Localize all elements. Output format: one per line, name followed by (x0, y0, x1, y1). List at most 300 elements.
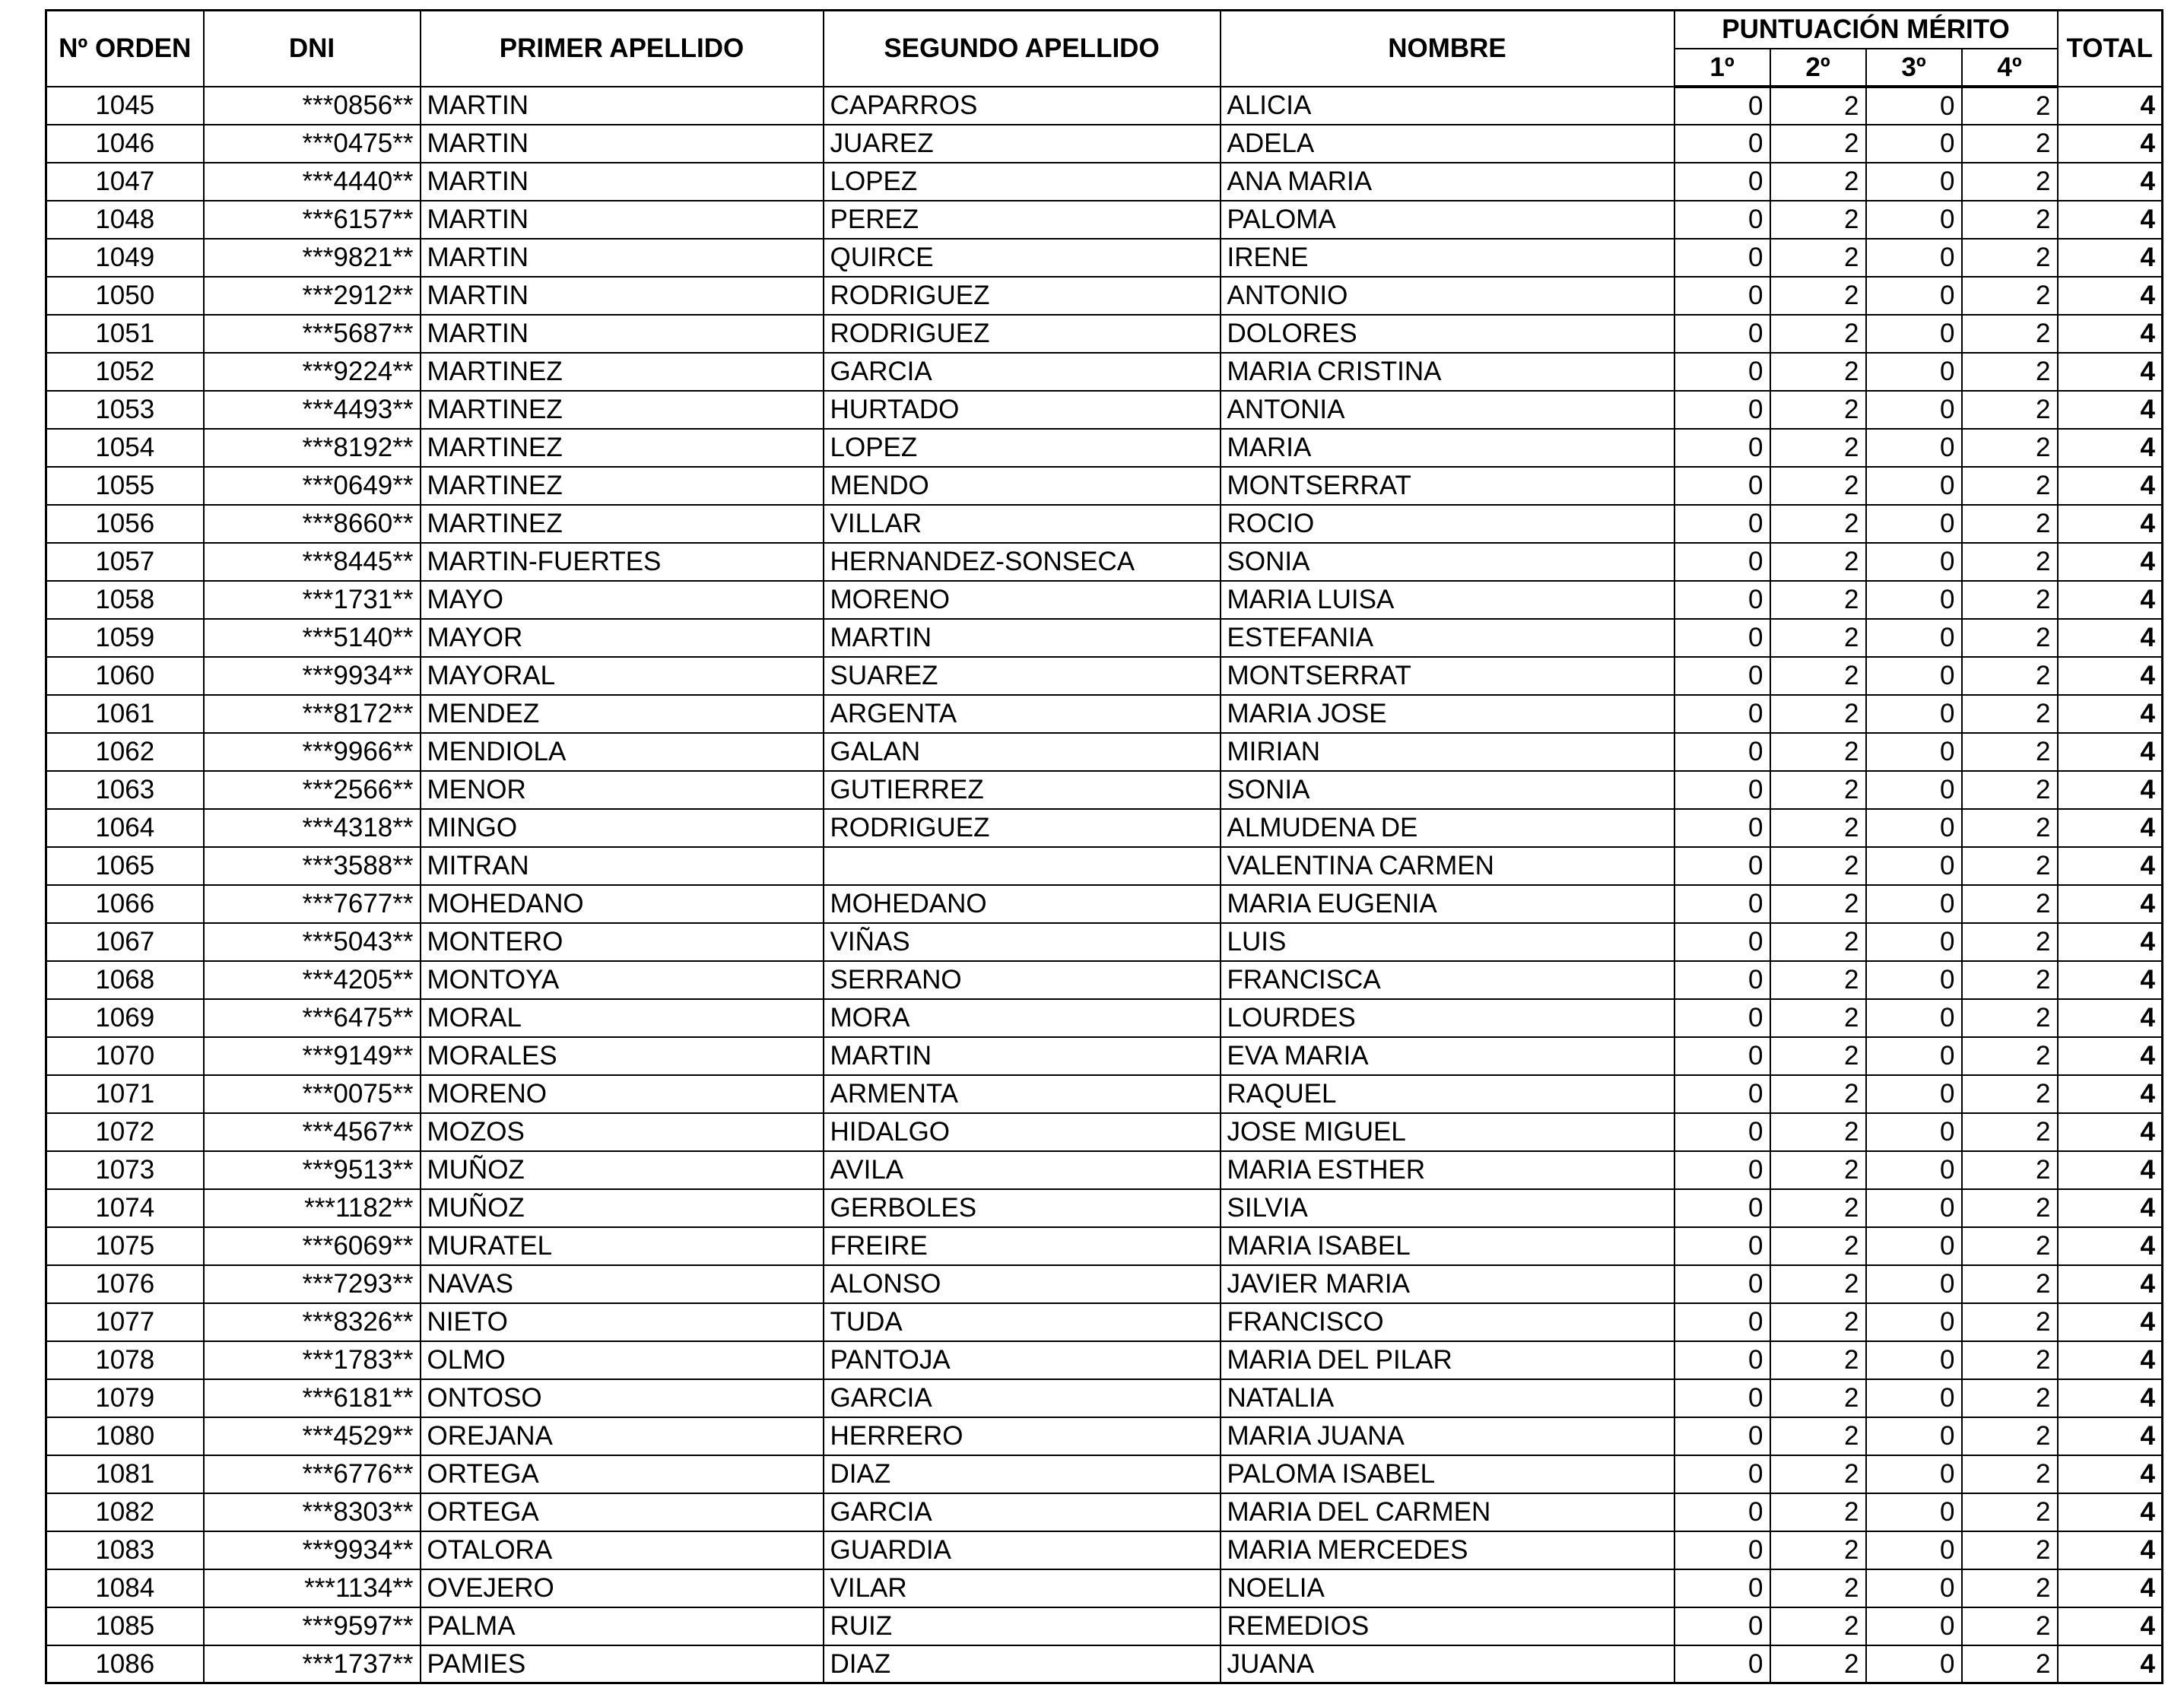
cell-primer-apellido: OLMO (421, 1341, 824, 1379)
table-row (46, 923, 2163, 961)
cell-total: 4 (2058, 1455, 2163, 1493)
cell-total: 4 (2058, 1645, 2163, 1683)
cell-nombre: MARIA DEL PILAR (1221, 1341, 1675, 1379)
cell-p2: 2 (1770, 999, 1866, 1037)
cell-dni: ***1182** (204, 1189, 421, 1227)
cell-p3: 0 (1866, 961, 1962, 999)
cell-p1: 0 (1675, 1341, 1770, 1379)
table-row (46, 619, 2163, 657)
cell-p4: 2 (1962, 1151, 2058, 1189)
cell-p4: 2 (1962, 581, 2058, 619)
cell-dni: ***0856** (204, 87, 421, 125)
table-row (46, 239, 2163, 277)
cell-p1: 0 (1675, 581, 1770, 619)
cell-p3: 0 (1866, 695, 1962, 733)
cell-p4: 2 (1962, 1303, 2058, 1341)
cell-p4: 2 (1962, 353, 2058, 391)
cell-dni: ***1731** (204, 581, 421, 619)
cell-primer-apellido: MARTINEZ (421, 391, 824, 429)
cell-p2: 2 (1770, 695, 1866, 733)
cell-orden: 1086 (46, 1645, 204, 1683)
cell-segundo-apellido: DIAZ (824, 1645, 1221, 1683)
cell-p4: 2 (1962, 315, 2058, 353)
cell-p3: 0 (1866, 543, 1962, 581)
cell-p2: 2 (1770, 467, 1866, 505)
cell-p3: 0 (1866, 391, 1962, 429)
cell-total: 4 (2058, 1151, 2163, 1189)
cell-primer-apellido: MORENO (421, 1075, 824, 1113)
cell-orden: 1056 (46, 505, 204, 543)
cell-orden: 1066 (46, 885, 204, 923)
cell-p1: 0 (1675, 277, 1770, 315)
cell-orden: 1064 (46, 809, 204, 847)
cell-p2: 2 (1770, 391, 1866, 429)
table-row (46, 1303, 2163, 1341)
cell-p2: 2 (1770, 163, 1866, 201)
table-row (46, 999, 2163, 1037)
cell-p2: 2 (1770, 1341, 1866, 1379)
cell-nombre: MONTSERRAT (1221, 467, 1675, 505)
cell-nombre: ANTONIA (1221, 391, 1675, 429)
cell-total: 4 (2058, 695, 2163, 733)
cell-p1: 0 (1675, 239, 1770, 277)
table-row (46, 315, 2163, 353)
cell-primer-apellido: MONTERO (421, 923, 824, 961)
cell-segundo-apellido: RODRIGUEZ (824, 809, 1221, 847)
cell-primer-apellido: MENOR (421, 771, 824, 809)
cell-segundo-apellido: VIÑAS (824, 923, 1221, 961)
cell-primer-apellido: ORTEGA (421, 1455, 824, 1493)
table-row (46, 87, 2163, 125)
cell-p1: 0 (1675, 1379, 1770, 1417)
cell-p4: 2 (1962, 429, 2058, 467)
cell-p2: 2 (1770, 847, 1866, 885)
cell-p2: 2 (1770, 1189, 1866, 1227)
cell-p1: 0 (1675, 505, 1770, 543)
table-row (46, 961, 2163, 999)
cell-nombre: MARIA JOSE (1221, 695, 1675, 733)
cell-p3: 0 (1866, 581, 1962, 619)
cell-segundo-apellido: JUAREZ (824, 125, 1221, 163)
cell-primer-apellido: NIETO (421, 1303, 824, 1341)
table-row (46, 125, 2163, 163)
cell-p3: 0 (1866, 847, 1962, 885)
cell-orden: 1045 (46, 87, 204, 125)
table-row (46, 1417, 2163, 1455)
cell-p1: 0 (1675, 1493, 1770, 1531)
table-row (46, 581, 2163, 619)
cell-primer-apellido: ONTOSO (421, 1379, 824, 1417)
cell-p4: 2 (1962, 923, 2058, 961)
cell-p3: 0 (1866, 1455, 1962, 1493)
cell-primer-apellido: MITRAN (421, 847, 824, 885)
cell-p3: 0 (1866, 163, 1962, 201)
cell-primer-apellido: MARTINEZ (421, 505, 824, 543)
cell-p4: 2 (1962, 543, 2058, 581)
cell-p2: 2 (1770, 201, 1866, 239)
cell-dni: ***4318** (204, 809, 421, 847)
cell-orden: 1049 (46, 239, 204, 277)
cell-p4: 2 (1962, 1645, 2058, 1683)
cell-p4: 2 (1962, 1417, 2058, 1455)
cell-segundo-apellido: MARTIN (824, 619, 1221, 657)
table-row (46, 201, 2163, 239)
cell-p1: 0 (1675, 429, 1770, 467)
cell-p3: 0 (1866, 619, 1962, 657)
cell-p4: 2 (1962, 733, 2058, 771)
cell-segundo-apellido: RODRIGUEZ (824, 277, 1221, 315)
cell-nombre: REMEDIOS (1221, 1607, 1675, 1645)
cell-p1: 0 (1675, 1189, 1770, 1227)
table-row (46, 353, 2163, 391)
cell-total: 4 (2058, 505, 2163, 543)
header-p3: 3º (1866, 49, 1962, 87)
cell-p3: 0 (1866, 1037, 1962, 1075)
cell-orden: 1070 (46, 1037, 204, 1075)
cell-nombre: LOURDES (1221, 999, 1675, 1037)
cell-nombre: MARIA JUANA (1221, 1417, 1675, 1455)
cell-primer-apellido: MONTOYA (421, 961, 824, 999)
cell-dni: ***8172** (204, 695, 421, 733)
cell-nombre: MARIA DEL CARMEN (1221, 1493, 1675, 1531)
cell-segundo-apellido: GARCIA (824, 1493, 1221, 1531)
cell-p4: 2 (1962, 1189, 2058, 1227)
cell-orden: 1050 (46, 277, 204, 315)
cell-dni: ***7293** (204, 1265, 421, 1303)
cell-primer-apellido: MAYORAL (421, 657, 824, 695)
cell-orden: 1046 (46, 125, 204, 163)
cell-nombre: ESTEFANIA (1221, 619, 1675, 657)
cell-total: 4 (2058, 1303, 2163, 1341)
cell-p1: 0 (1675, 733, 1770, 771)
cell-nombre: MARIA MERCEDES (1221, 1531, 1675, 1569)
cell-orden: 1055 (46, 467, 204, 505)
cell-p4: 2 (1962, 467, 2058, 505)
cell-total: 4 (2058, 1417, 2163, 1455)
cell-segundo-apellido: HIDALGO (824, 1113, 1221, 1151)
cell-nombre: NATALIA (1221, 1379, 1675, 1417)
cell-p3: 0 (1866, 1531, 1962, 1569)
cell-p2: 2 (1770, 809, 1866, 847)
cell-total: 4 (2058, 1227, 2163, 1265)
cell-segundo-apellido: AVILA (824, 1151, 1221, 1189)
cell-total: 4 (2058, 353, 2163, 391)
table-row (46, 1265, 2163, 1303)
cell-segundo-apellido: RODRIGUEZ (824, 315, 1221, 353)
cell-total: 4 (2058, 543, 2163, 581)
cell-dni: ***0649** (204, 467, 421, 505)
table-row (46, 847, 2163, 885)
cell-dni: ***8326** (204, 1303, 421, 1341)
header-nombre: NOMBRE (1221, 11, 1675, 87)
table-row (46, 277, 2163, 315)
cell-orden: 1079 (46, 1379, 204, 1417)
cell-p2: 2 (1770, 239, 1866, 277)
cell-dni: ***3588** (204, 847, 421, 885)
cell-segundo-apellido: LOPEZ (824, 429, 1221, 467)
cell-primer-apellido: MARTIN (421, 201, 824, 239)
cell-orden: 1083 (46, 1531, 204, 1569)
table-row (46, 467, 2163, 505)
cell-total: 4 (2058, 1037, 2163, 1075)
cell-p3: 0 (1866, 1113, 1962, 1151)
cell-p4: 2 (1962, 1531, 2058, 1569)
cell-p2: 2 (1770, 87, 1866, 125)
cell-dni: ***9934** (204, 1531, 421, 1569)
cell-dni: ***9149** (204, 1037, 421, 1075)
cell-p4: 2 (1962, 619, 2058, 657)
merit-score-table (45, 9, 2163, 1684)
cell-p2: 2 (1770, 1455, 1866, 1493)
cell-segundo-apellido: QUIRCE (824, 239, 1221, 277)
cell-p2: 2 (1770, 1607, 1866, 1645)
cell-nombre: PALOMA ISABEL (1221, 1455, 1675, 1493)
cell-total: 4 (2058, 1607, 2163, 1645)
cell-orden: 1075 (46, 1227, 204, 1265)
cell-p1: 0 (1675, 1531, 1770, 1569)
cell-orden: 1074 (46, 1189, 204, 1227)
table-row (46, 1341, 2163, 1379)
table-row (46, 657, 2163, 695)
cell-nombre: MIRIAN (1221, 733, 1675, 771)
cell-p1: 0 (1675, 961, 1770, 999)
cell-nombre: MARIA LUISA (1221, 581, 1675, 619)
cell-p1: 0 (1675, 1455, 1770, 1493)
table-row (46, 1075, 2163, 1113)
cell-segundo-apellido: GARCIA (824, 353, 1221, 391)
cell-p2: 2 (1770, 885, 1866, 923)
cell-dni: ***6069** (204, 1227, 421, 1265)
cell-orden: 1057 (46, 543, 204, 581)
table-row (46, 163, 2163, 201)
cell-p2: 2 (1770, 1303, 1866, 1341)
cell-segundo-apellido: MOHEDANO (824, 885, 1221, 923)
cell-dni: ***9513** (204, 1151, 421, 1189)
cell-p3: 0 (1866, 885, 1962, 923)
cell-nombre: ANTONIO (1221, 277, 1675, 315)
cell-p4: 2 (1962, 163, 2058, 201)
cell-nombre: PALOMA (1221, 201, 1675, 239)
header-total: TOTAL (2058, 11, 2163, 87)
cell-p1: 0 (1675, 467, 1770, 505)
table-row (46, 505, 2163, 543)
cell-primer-apellido: MURATEL (421, 1227, 824, 1265)
cell-primer-apellido: MARTIN (421, 163, 824, 201)
cell-dni: ***5043** (204, 923, 421, 961)
cell-nombre: LUIS (1221, 923, 1675, 961)
table-row (46, 1189, 2163, 1227)
cell-p3: 0 (1866, 429, 1962, 467)
cell-dni: ***0075** (204, 1075, 421, 1113)
cell-total: 4 (2058, 1075, 2163, 1113)
cell-p1: 0 (1675, 1265, 1770, 1303)
cell-total: 4 (2058, 429, 2163, 467)
cell-orden: 1072 (46, 1113, 204, 1151)
cell-primer-apellido: MORAL (421, 999, 824, 1037)
cell-p4: 2 (1962, 505, 2058, 543)
cell-dni: ***6776** (204, 1455, 421, 1493)
header-orden: Nº ORDEN (46, 11, 204, 87)
cell-orden: 1054 (46, 429, 204, 467)
table-row (46, 885, 2163, 923)
cell-total: 4 (2058, 1113, 2163, 1151)
cell-p2: 2 (1770, 1417, 1866, 1455)
cell-orden: 1048 (46, 201, 204, 239)
cell-p4: 2 (1962, 201, 2058, 239)
cell-segundo-apellido: GERBOLES (824, 1189, 1221, 1227)
cell-p2: 2 (1770, 1493, 1866, 1531)
cell-p1: 0 (1675, 1075, 1770, 1113)
cell-segundo-apellido: GUARDIA (824, 1531, 1221, 1569)
cell-p1: 0 (1675, 1417, 1770, 1455)
cell-segundo-apellido: MORENO (824, 581, 1221, 619)
header-dni: DNI (204, 11, 421, 87)
cell-dni: ***9821** (204, 239, 421, 277)
table-row (46, 1379, 2163, 1417)
cell-nombre: RAQUEL (1221, 1075, 1675, 1113)
cell-p3: 0 (1866, 277, 1962, 315)
cell-total: 4 (2058, 1569, 2163, 1607)
table-row (46, 543, 2163, 581)
cell-orden: 1077 (46, 1303, 204, 1341)
cell-primer-apellido: OVEJERO (421, 1569, 824, 1607)
cell-segundo-apellido: FREIRE (824, 1227, 1221, 1265)
cell-segundo-apellido: MARTIN (824, 1037, 1221, 1075)
cell-p4: 2 (1962, 657, 2058, 695)
cell-p3: 0 (1866, 505, 1962, 543)
cell-orden: 1081 (46, 1455, 204, 1493)
cell-primer-apellido: MENDIOLA (421, 733, 824, 771)
cell-primer-apellido: ORTEGA (421, 1493, 824, 1531)
cell-p4: 2 (1962, 999, 2058, 1037)
cell-p4: 2 (1962, 771, 2058, 809)
cell-dni: ***5687** (204, 315, 421, 353)
cell-p1: 0 (1675, 125, 1770, 163)
cell-total: 4 (2058, 239, 2163, 277)
table-row (46, 1645, 2163, 1683)
cell-p3: 0 (1866, 733, 1962, 771)
cell-primer-apellido: MARTINEZ (421, 429, 824, 467)
cell-primer-apellido: MAYO (421, 581, 824, 619)
cell-primer-apellido: MUÑOZ (421, 1189, 824, 1227)
cell-dni: ***7677** (204, 885, 421, 923)
table-row (46, 1113, 2163, 1151)
cell-orden: 1073 (46, 1151, 204, 1189)
cell-p2: 2 (1770, 277, 1866, 315)
cell-total: 4 (2058, 885, 2163, 923)
cell-dni: ***9597** (204, 1607, 421, 1645)
cell-orden: 1063 (46, 771, 204, 809)
cell-dni: ***8660** (204, 505, 421, 543)
cell-p2: 2 (1770, 429, 1866, 467)
cell-dni: ***6181** (204, 1379, 421, 1417)
cell-total: 4 (2058, 1265, 2163, 1303)
cell-segundo-apellido: ALONSO (824, 1265, 1221, 1303)
cell-p1: 0 (1675, 695, 1770, 733)
cell-orden: 1061 (46, 695, 204, 733)
cell-total: 4 (2058, 87, 2163, 125)
cell-dni: ***2566** (204, 771, 421, 809)
cell-dni: ***4205** (204, 961, 421, 999)
cell-p3: 0 (1866, 771, 1962, 809)
cell-p1: 0 (1675, 391, 1770, 429)
cell-dni: ***9934** (204, 657, 421, 695)
cell-dni: ***8445** (204, 543, 421, 581)
cell-p4: 2 (1962, 885, 2058, 923)
cell-p1: 0 (1675, 1645, 1770, 1683)
cell-orden: 1058 (46, 581, 204, 619)
cell-total: 4 (2058, 1189, 2163, 1227)
cell-p4: 2 (1962, 1037, 2058, 1075)
cell-p2: 2 (1770, 1113, 1866, 1151)
cell-segundo-apellido: GARCIA (824, 1379, 1221, 1417)
header-segundo-apellido: SEGUNDO APELLIDO (824, 11, 1221, 87)
cell-primer-apellido: MARTIN (421, 239, 824, 277)
cell-segundo-apellido: SERRANO (824, 961, 1221, 999)
cell-total: 4 (2058, 1341, 2163, 1379)
cell-primer-apellido: OREJANA (421, 1417, 824, 1455)
cell-total: 4 (2058, 771, 2163, 809)
cell-p1: 0 (1675, 1227, 1770, 1265)
cell-p4: 2 (1962, 1493, 2058, 1531)
cell-p2: 2 (1770, 771, 1866, 809)
cell-p1: 0 (1675, 543, 1770, 581)
cell-p3: 0 (1866, 1417, 1962, 1455)
cell-dni: ***4493** (204, 391, 421, 429)
cell-orden: 1084 (46, 1569, 204, 1607)
table-row (46, 391, 2163, 429)
cell-p3: 0 (1866, 125, 1962, 163)
cell-total: 4 (2058, 999, 2163, 1037)
cell-primer-apellido: MARTINEZ (421, 353, 824, 391)
cell-nombre: SONIA (1221, 543, 1675, 581)
table-body (46, 87, 2163, 1683)
cell-orden: 1065 (46, 847, 204, 885)
cell-dni: ***1134** (204, 1569, 421, 1607)
cell-primer-apellido: MARTINEZ (421, 467, 824, 505)
cell-primer-apellido: MARTIN (421, 277, 824, 315)
cell-orden: 1053 (46, 391, 204, 429)
cell-nombre: MARIA ISABEL (1221, 1227, 1675, 1265)
cell-primer-apellido: MAYOR (421, 619, 824, 657)
table-row (46, 1607, 2163, 1645)
cell-p3: 0 (1866, 467, 1962, 505)
cell-orden: 1069 (46, 999, 204, 1037)
cell-orden: 1076 (46, 1265, 204, 1303)
cell-orden: 1068 (46, 961, 204, 999)
cell-segundo-apellido: LOPEZ (824, 163, 1221, 201)
cell-orden: 1062 (46, 733, 204, 771)
cell-primer-apellido: NAVAS (421, 1265, 824, 1303)
cell-segundo-apellido: VILAR (824, 1569, 1221, 1607)
cell-orden: 1085 (46, 1607, 204, 1645)
cell-segundo-apellido: TUDA (824, 1303, 1221, 1341)
cell-primer-apellido: MARTIN (421, 125, 824, 163)
cell-p3: 0 (1866, 1493, 1962, 1531)
cell-p2: 2 (1770, 543, 1866, 581)
table-row (46, 1531, 2163, 1569)
cell-nombre: JOSE MIGUEL (1221, 1113, 1675, 1151)
cell-p3: 0 (1866, 1303, 1962, 1341)
cell-total: 4 (2058, 809, 2163, 847)
cell-p4: 2 (1962, 961, 2058, 999)
cell-p2: 2 (1770, 1265, 1866, 1303)
cell-p1: 0 (1675, 657, 1770, 695)
cell-p1: 0 (1675, 315, 1770, 353)
cell-dni: ***9966** (204, 733, 421, 771)
cell-nombre: MARIA ESTHER (1221, 1151, 1675, 1189)
cell-orden: 1047 (46, 163, 204, 201)
